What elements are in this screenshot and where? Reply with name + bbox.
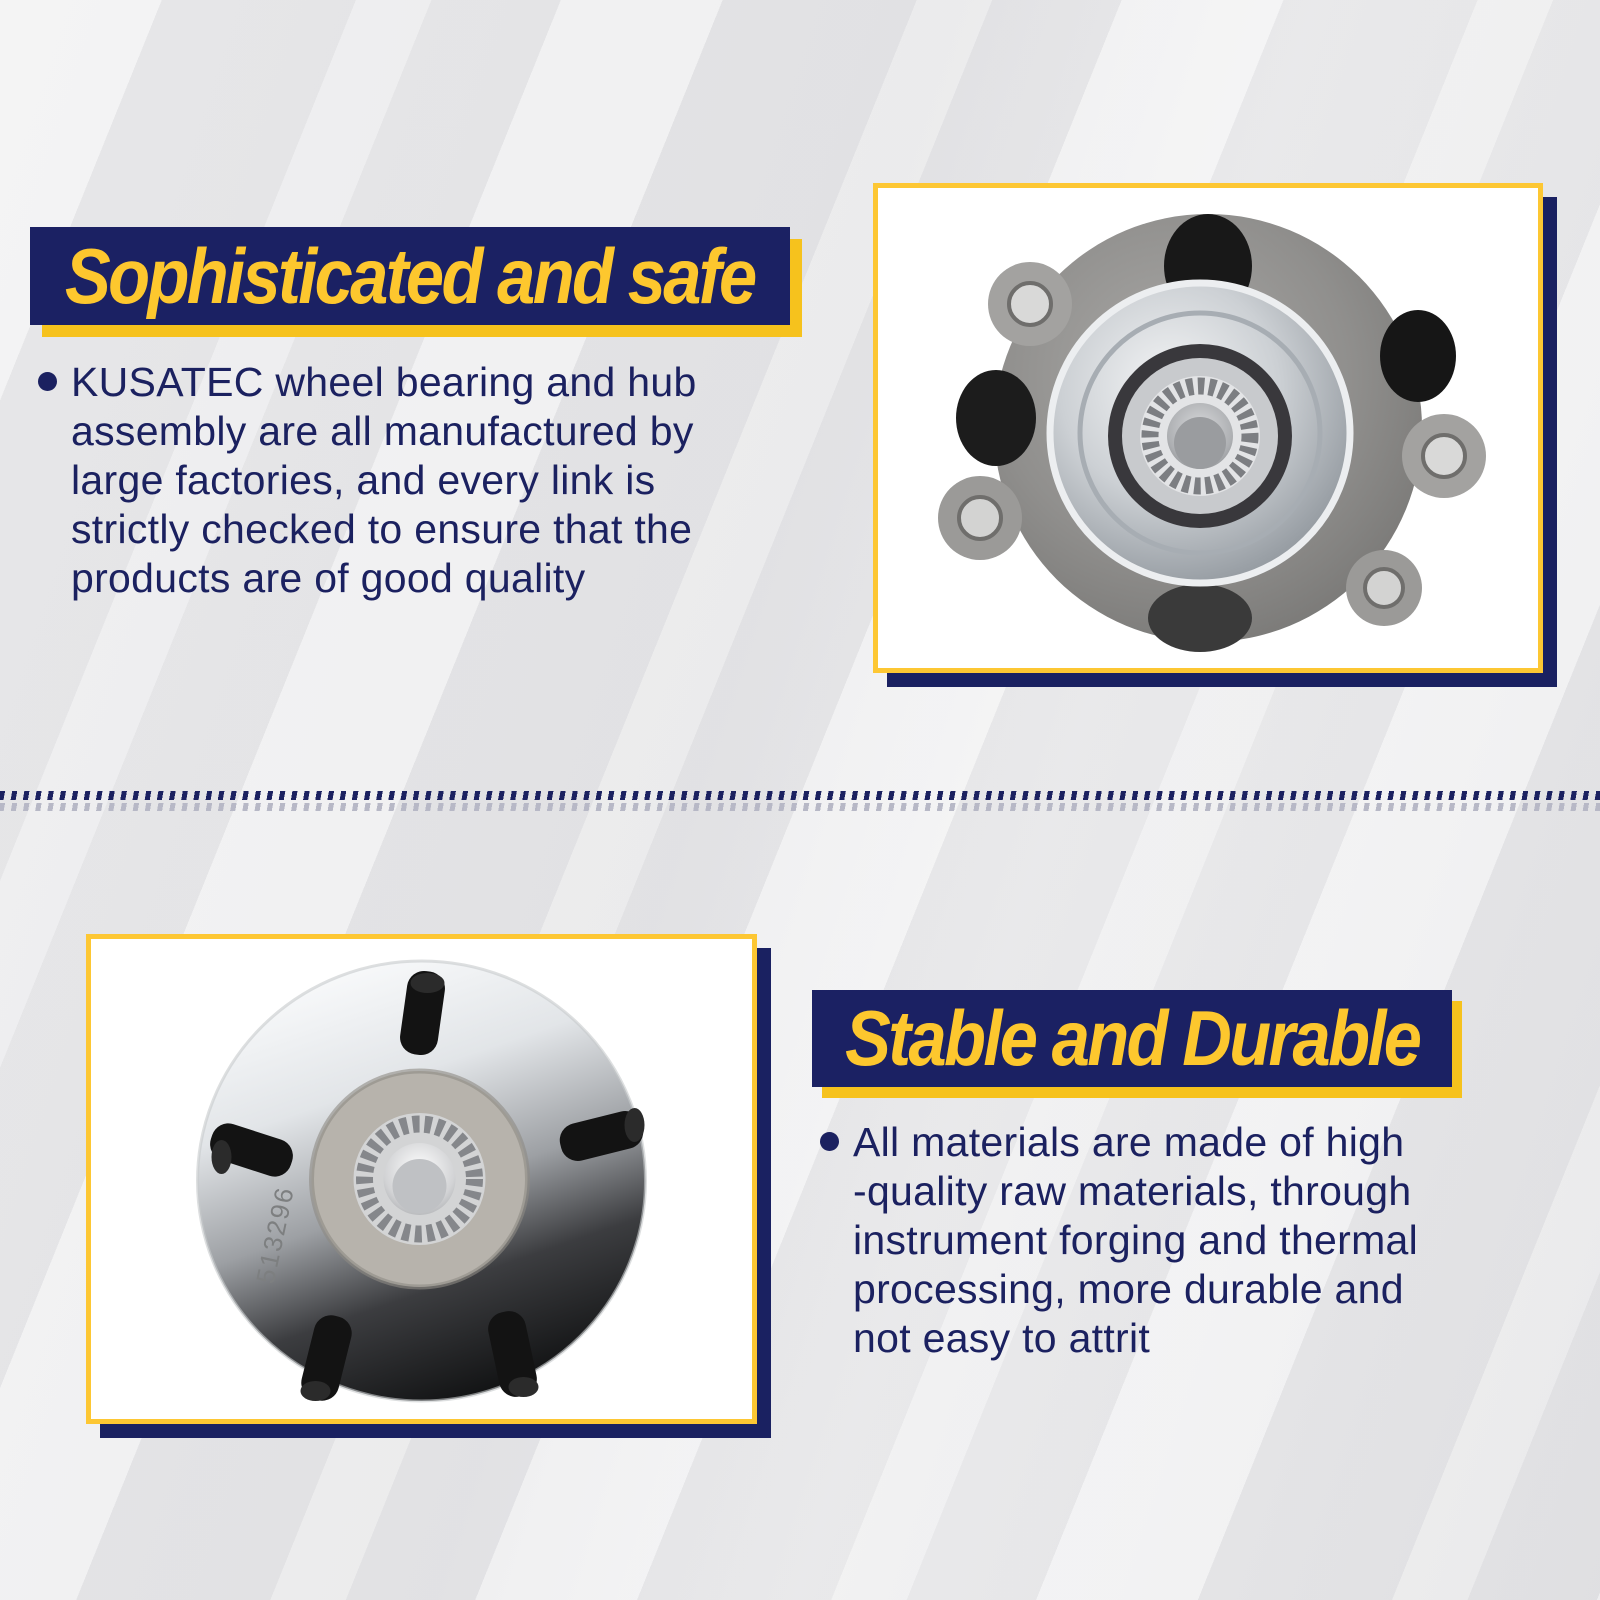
- paragraph-line: -quality raw materials, through: [853, 1168, 1412, 1214]
- hub-polished-view-illustration: [91, 939, 752, 1419]
- hub-front-view-photo: [873, 183, 1543, 673]
- part-number-engraving: 513296: [250, 1183, 300, 1287]
- paragraph-line: KUSATEC wheel bearing and hub: [71, 359, 697, 405]
- paragraph-line: assembly are all manufactured by: [71, 408, 694, 454]
- banner-title: Sophisticated and safe: [65, 231, 755, 320]
- paragraph-line: All materials are made of high: [853, 1119, 1405, 1165]
- banner-title: Stable and Durable: [844, 994, 1420, 1082]
- hub-polished-view-photo: [86, 934, 757, 1424]
- bottom-feature-paragraph: [820, 1118, 1540, 1363]
- bullet-dot: [38, 372, 57, 391]
- dotted-divider-shadow: [0, 803, 1600, 811]
- paragraph-line: instrument forging and thermal: [853, 1217, 1419, 1263]
- paragraph-lines: [853, 1118, 1418, 1363]
- banner-sophisticated-and-safe: [30, 227, 790, 325]
- paragraph-line: large factories, and every link is: [71, 457, 656, 503]
- bullet-dot: [820, 1132, 839, 1151]
- dotted-divider: [0, 791, 1600, 800]
- top-feature-paragraph: [38, 358, 818, 603]
- paragraph-line: products are of good quality: [71, 555, 586, 601]
- paragraph-line: processing, more durable and: [853, 1266, 1404, 1312]
- paragraph-line: not easy to attrit: [853, 1315, 1151, 1361]
- paragraph-line: strictly checked to ensure that the: [71, 506, 693, 552]
- banner-stable-and-durable: [812, 990, 1452, 1087]
- paragraph-lines: [71, 358, 697, 603]
- hub-front-view-illustration: [878, 188, 1538, 668]
